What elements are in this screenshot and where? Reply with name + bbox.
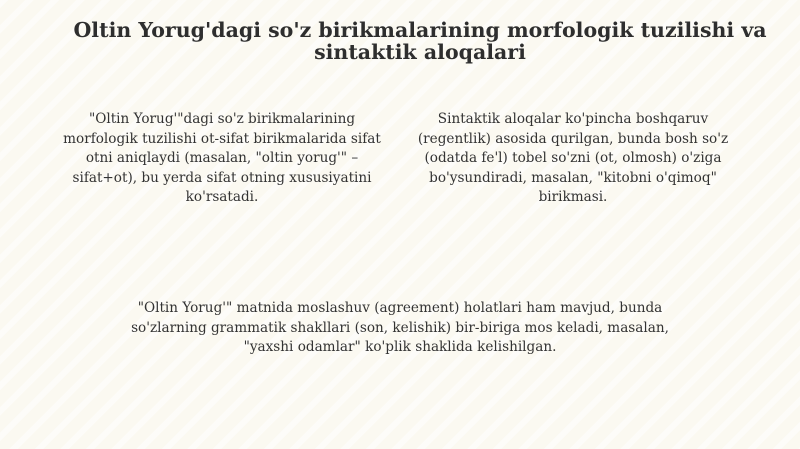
paragraph-agreement: "Oltin Yorug'" matnida moslashuv (agreement) holatlari ham mavjud, bunda so'zlarning grammatik shakllari (son, kelishik) bir-biriga mos keladi, masalan, "yaxshi odamlar" ko'plik shaklida kelishilgan. (131, 300, 669, 355)
paragraph-syntactic-relations: Sintaktik aloqalar ko'pincha boshqaruv (regentlik) asosida qurilgan, bunda bosh so'z (odatda fe'l) tobel so'zni (ot, olmosh) o'ziga bo'ysundiradi, masalan, "kitobni o'qimoq" birikmasi. (417, 111, 729, 205)
slide-title: Oltin Yorug'dagi so'z birikmalarining morfologik tuzilishi va sintaktik aloqalari (73, 18, 767, 64)
paragraph-morphological-structure: "Oltin Yorug'"dagi so'z birikmalarining morfologik tuzilishi ot-sifat birikmalarida sifat otni aniqlaydi (masalan, "oltin yorug'" – sifat+ot), bu yerda sifat otning xususiyatini ko'rsatadi. (63, 111, 381, 205)
